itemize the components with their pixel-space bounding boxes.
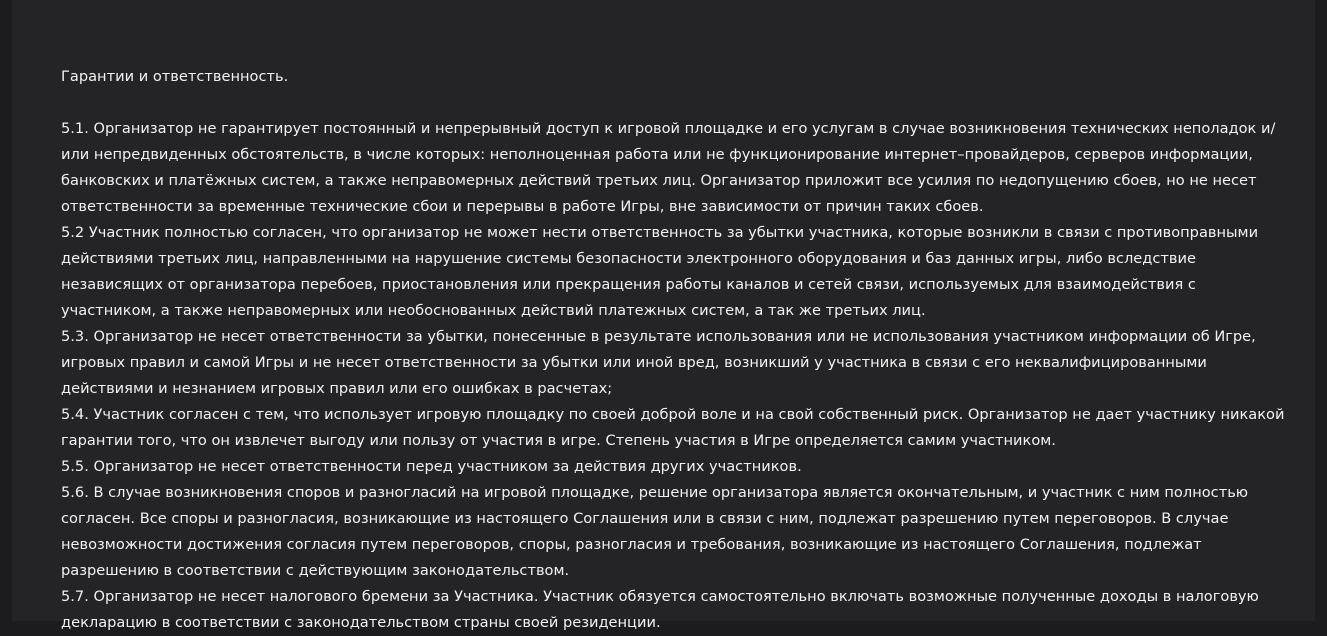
paragraph-5-7: 5.7. Организатор не несет налогового бремени за Участника. Участник обязуется самостоятельно включать возможные полученные доходы в налоговую декларацию в соответствии с законодательством страны своей резиденции. <box>61 588 1259 631</box>
paragraph-5-6: 5.6. В случае возникновения споров и разногласий на игровой площадке, решение организатора является окончательным, и участник с ним полностью согласен. Все споры и разногласия, возникающие из настоящего Соглашения или в связи с ним, подлежат разрешению путем переговоров. В случае невозможности достижения согласия путем переговоров, споры, разногласия и требования, возникающие из настоящего Соглашения, подлежат разрешению в соответствии с действующим законодательством. <box>61 484 1249 579</box>
paragraph-5-2: 5.2 Участник полностью согласен, что организатор не может нести ответственность за убытки участника, которые возникли в связи с противоправными действиями третьих лиц, направленными на нарушение системы безопасности электронного оборудования и баз данных игры, либо вследствие независящих от организатора перебоев, приостановления или прекращения работы каналов и сетей связи, используемых для взаимодействия с участником, а также неправомерных или необоснованных действий платежных систем, а так же третьих лиц. <box>61 224 1259 319</box>
section-heading: Гарантии и ответственность. <box>61 68 289 85</box>
paragraph-5-4: 5.4. Участник согласен с тем, что использует игровую площадку по своей доброй воле и на свой собственный риск. Организатор не дает участнику никакой гарантии того, что он извлечет выгоду или пользу от участия в игре. Степень участия в Игре определяется самим участником. <box>61 406 1285 449</box>
paragraph-5-5: 5.5. Организатор не несет ответственности перед участником за действия других участников. <box>61 458 802 475</box>
paragraph-5-1: 5.1. Организатор не гарантирует постоянный и непрерывный доступ к игровой площадке и его услугам в случае возникновения технических неполадок и/или непредвиденных обстоятельств, в числе которых: неполноценная работа или не функционирование интернет–провайдеров, серверов информации, банковских и платёжных систем, а также неправомерных действий третьих лиц. Организатор приложит все усилия по недопущению сбоев, но не несет ответственности за временные технические сбои и перерывы в работе Игры, вне зависимости от причин таких сбоев. <box>61 120 1276 215</box>
paragraph-5-3: 5.3. Организатор не несет ответственности за убытки, понесенные в результате использования или не использования участником информации об Игре, игровых правил и самой Игры и не несет ответственности за убытки или иной вред, возникший у участника в связи с его неквалифицированными действиями и незнанием игровых правил или его ошибках в расчетах; <box>61 328 1256 397</box>
terms-content <box>61 64 1286 636</box>
terms-panel <box>12 0 1315 631</box>
